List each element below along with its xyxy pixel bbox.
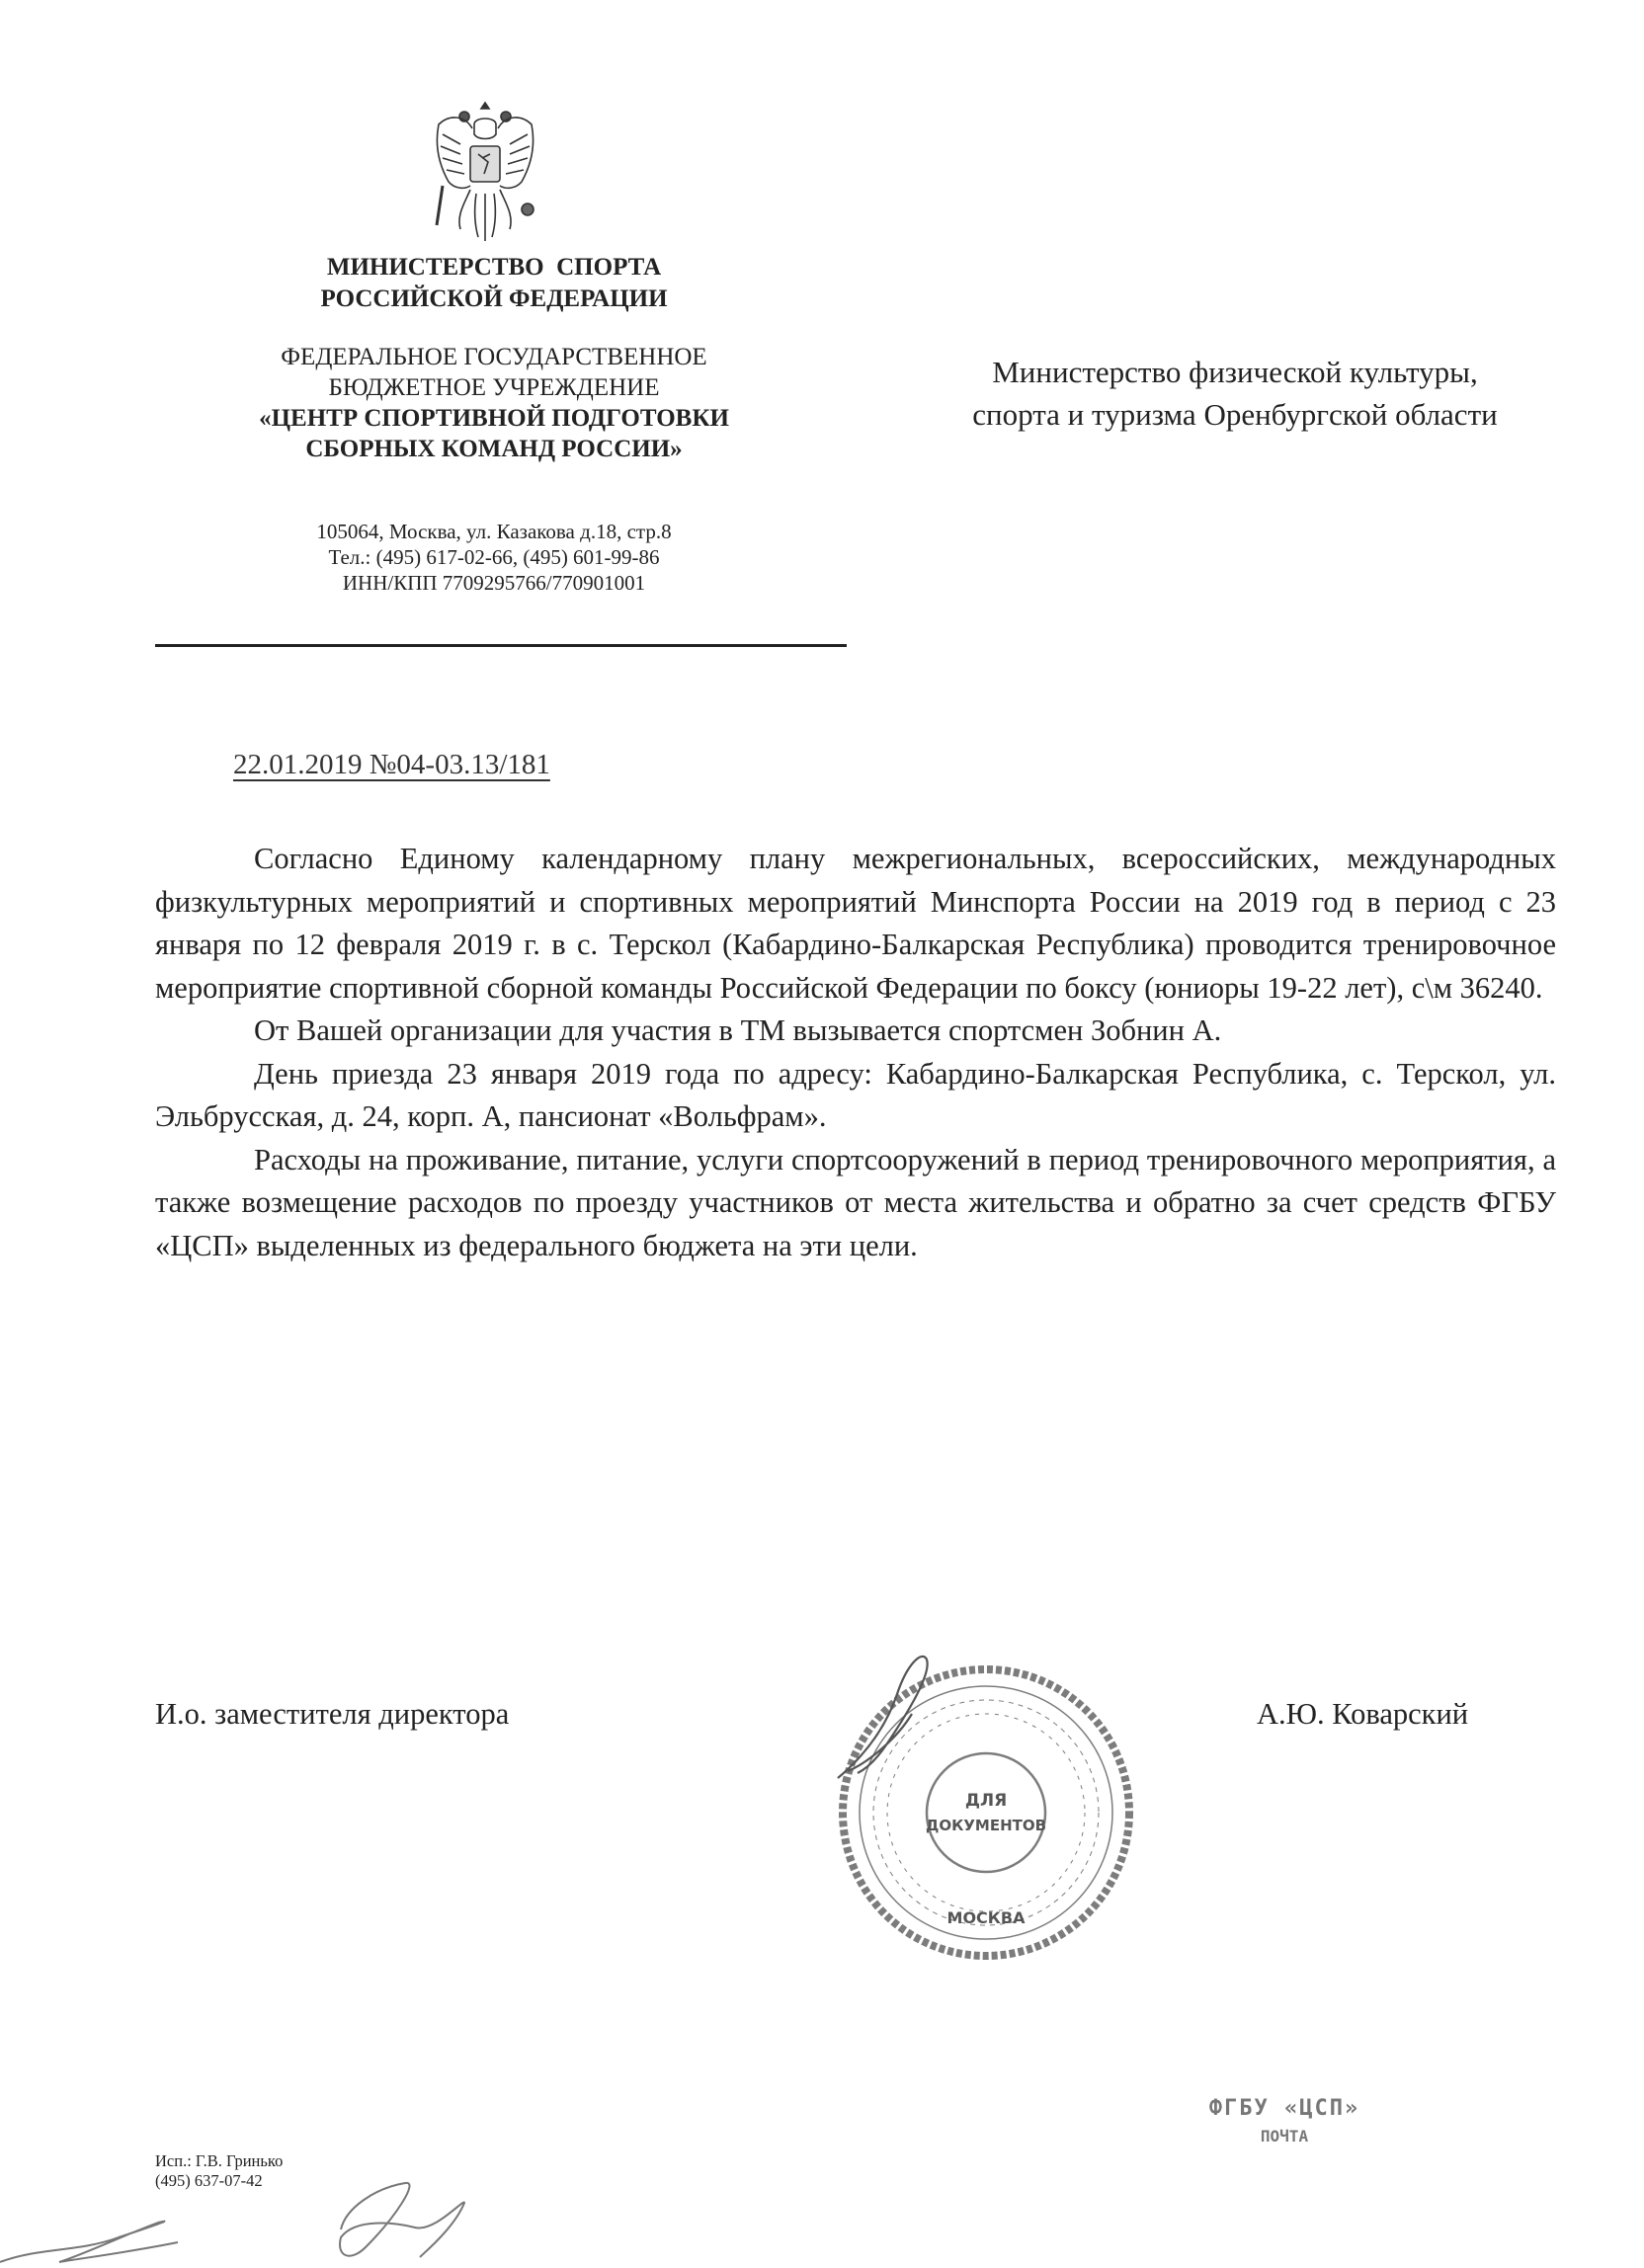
organization-header [148,342,840,464]
org-inn-kpp: ИНН/КПП 7709295766/770901001 [342,571,646,595]
seal-center-line-1: ДЛЯ [964,1791,1008,1811]
org-name-line-1: «ЦЕНТР СПОРТИВНОЙ ПОДГОТОВКИ [259,405,729,432]
registration-date-number: 22.01.2019 №04-03.13/181 [233,749,550,780]
seal-center-line-2: ДОКУМЕНТОВ [925,1817,1047,1834]
executor-name: Исп.: Г.В. Гринько [155,2151,284,2170]
signatory-position: И.о. заместителя директора [155,1697,510,1731]
handwritten-signature [828,1645,976,1793]
letter-body [155,838,1556,1267]
ministry-line-2: РОССИЙСКОЙ ФЕДЕРАЦИИ [320,285,668,312]
recipient-line-1: Министерство физической культуры, [992,355,1478,389]
executor-phone: (495) 637-07-42 [155,2171,263,2190]
seal-city: МОСКВА [946,1908,1026,1927]
signatory-name: А.Ю. Коварский [1257,1697,1469,1731]
body-paragraph: День приезда 23 января 2019 года по адресу: Кабардино-Балкарская Республика, с. Терскол, ул. Эльбрусская, д. 24, корп. А, пансионат «Вольфрам». [155,1056,1556,1133]
ministry-header [148,252,840,315]
executor-signature [0,2168,474,2268]
org-type-line-2: БЮДЖЕТНОЕ УЧРЕЖДЕНИЕ [328,374,660,401]
org-phones: Тел.: (495) 617-02-66, (495) 601-99-86 [328,545,660,569]
coat-of-arms-icon [425,95,545,253]
post-stamp-line-2: ПОЧТА [1260,2127,1309,2146]
post-stamp-line-1: ФГБУ «ЦСП» [1208,2096,1360,2121]
org-name-line-2: СБОРНЫХ КОМАНД РОССИИ» [305,436,683,462]
recipient-line-2: спорта и туризма Оренбургской области [972,397,1498,432]
body-paragraph: От Вашей организации для участия в ТМ вызывается спортсмен Зобнин А. [254,1013,1222,1047]
body-paragraph: Согласно Единому календарному плану межрегиональных, всероссийских, международных физкультурных мероприятий и спортивных мероприятий Минспорта России на 2019 год в период с 23 января по 12 февраля 2019 г. в с. Терскол (Кабардино-Балкарская Республика) проводится тренировочное мероприятие спортивной сборной команды Российской Федерации по боксу (юниоры 19-22 лет), с\м 36240. [155,842,1556,1005]
org-address: 105064, Москва, ул. Казакова д.18, стр.8 [316,520,672,543]
organization-contacts [148,519,840,596]
ministry-line-1: МИНИСТЕРСТВО СПОРТА [326,254,662,281]
org-type-line-1: ФЕДЕРАЛЬНОЕ ГОСУДАРСТВЕННОЕ [281,344,707,370]
post-stamp [1171,2096,1398,2146]
body-paragraph: Расходы на проживание, питание, услуги спортсооружений в период тренировочного мероприятия, а также возмещение расходов по проезду участников от места жительства и обратно за счет средств ФГБУ «ЦСП» выделенных из федерального бюджета на эти цели. [155,1142,1556,1262]
letterhead-divider [155,644,847,647]
recipient-block [869,351,1601,436]
